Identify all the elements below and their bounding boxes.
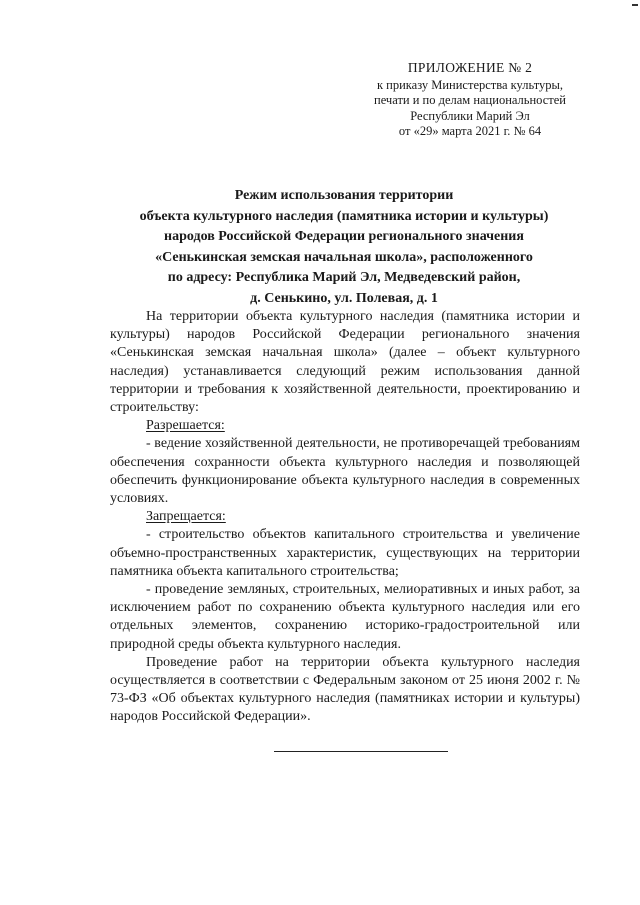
title-line: «Сенькинская земская начальная школа», расположенного: [155, 249, 533, 265]
scan-mark: [632, 4, 638, 6]
allowed-item: - ведение хозяйственной деятельности, не противоречащей требованиям обеспечения сохранности объекта культурного наследия и позволяющей обеспечить функционирование объекта культурного наследия в современных условиях.: [110, 436, 580, 507]
title-line: народов Российской Федерации регионального значения: [164, 229, 524, 244]
end-separator-line: [274, 751, 448, 752]
appendix-date-line: от «29» марта 2021 г. № 64: [398, 124, 542, 138]
title-line: по адресу: Республика Марий Эл, Медведевский район,: [167, 270, 521, 285]
allowed-heading: [110, 417, 580, 435]
appendix-line: Республики Марий Эл: [410, 108, 530, 123]
appendix-line: печати и по делам национальностей: [374, 93, 566, 107]
appendix-title: ПРИЛОЖЕНИЕ № 2: [407, 60, 533, 75]
forbidden-heading-text: Запрещается:: [146, 509, 226, 525]
title-line: д. Сенькино, ул. Полевая, д. 1: [250, 290, 438, 306]
document-body: [110, 308, 580, 727]
forbidden-item: - проведение земляных, строительных, мелиоративных и иных работ, за исключением работ по сохранению объекта культурного наследия или его отдельных элементов, сохранению историко-градостроительной или природной среды объекта культурного наследия.: [110, 582, 580, 652]
forbidden-heading: [110, 508, 580, 526]
forbidden-item: - строительство объектов капитального строительства и увеличение объемно-пространственных характеристик, существующих на территории памятника объекта капитального строительства;: [110, 527, 580, 579]
title-line: Режим использования территории: [234, 188, 454, 203]
appendix-line: к приказу Министерства культуры,: [376, 77, 564, 92]
document-title: [96, 186, 592, 309]
title-line: объекта культурного наследия (памятника истории и культуры): [139, 208, 549, 224]
appendix-header: [362, 60, 578, 140]
closing-paragraph: Проведение работ на территории объекта культурного наследия осуществляется в соответствии с Федеральным законом от 25 июня 2002 г. № 73-ФЗ «Об объектах культурного наследия (памятниках истории и культуры) народов Российской Федерации».: [110, 654, 580, 725]
allowed-heading-text: Разрешается:: [146, 418, 225, 434]
intro-paragraph: На территории объекта культурного наследия (памятника истории и культуры) народов Российской Федерации регионального значения «Сенькинская земская начальная школа» (далее – объект культурного наследия) устанавливается следующий режим использования данной территории и требования к хозяйственной деятельности, проектированию и строительству:: [110, 309, 580, 416]
